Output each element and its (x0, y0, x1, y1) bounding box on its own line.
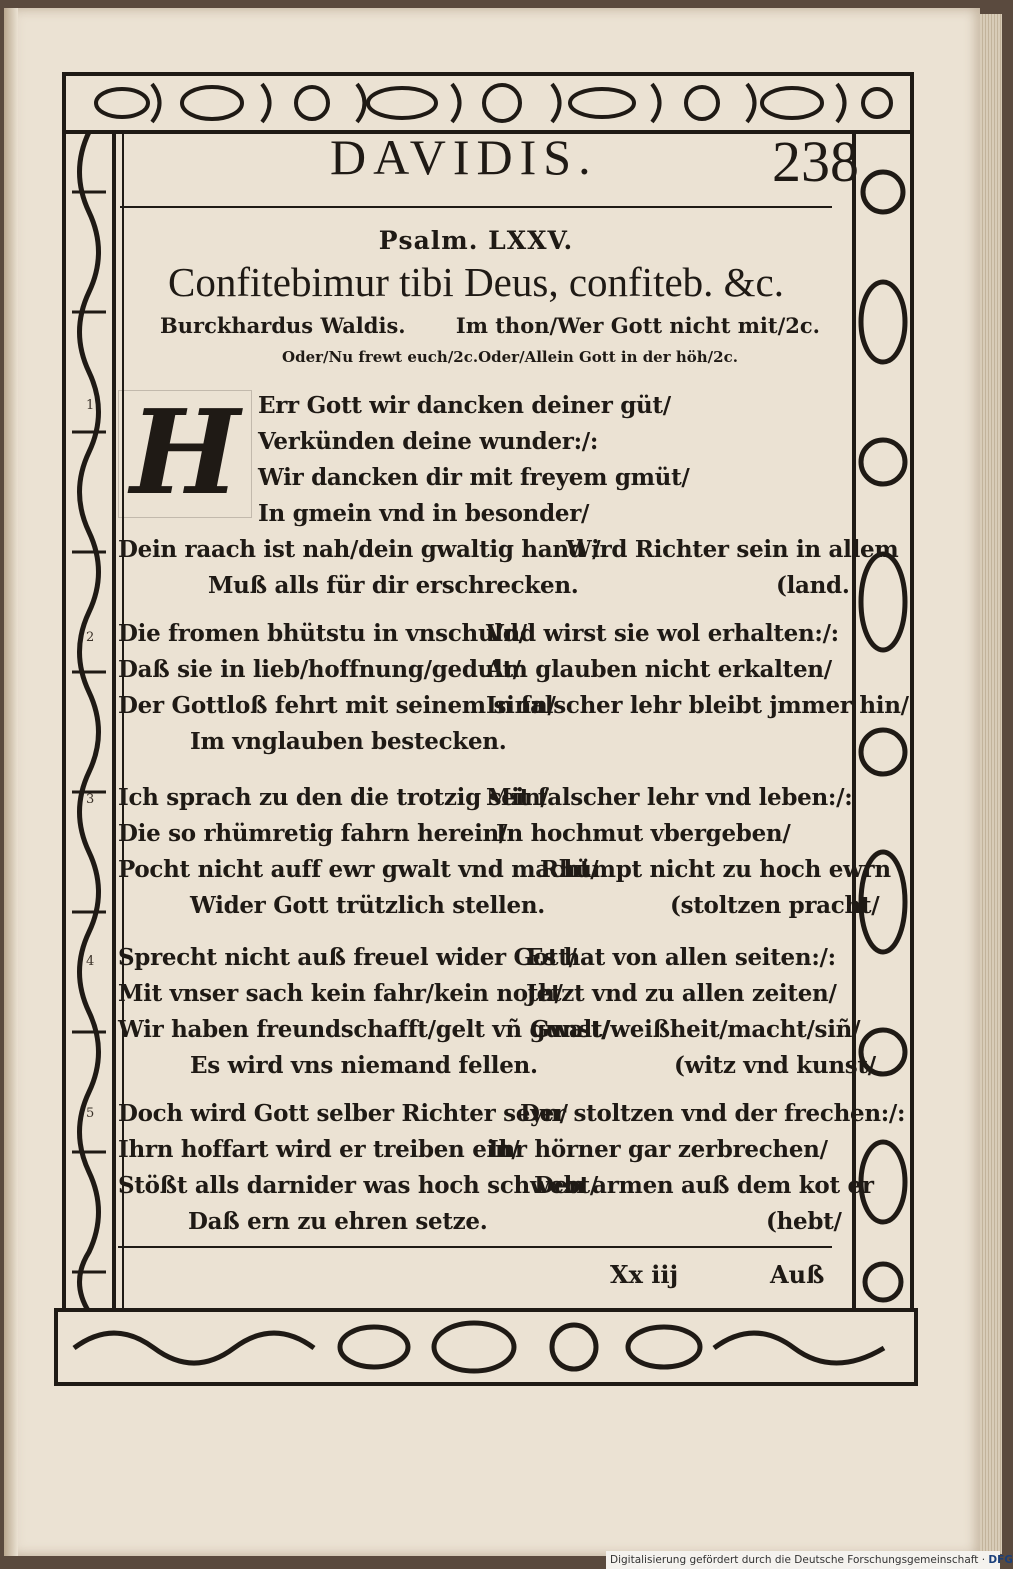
verse-text: Daß ern zu ehren setze. (188, 1208, 488, 1235)
verse-line (118, 572, 850, 608)
verse-line (118, 980, 840, 1016)
author-line (160, 313, 820, 338)
verse-text: Der stoltzen vnd der frechen:/: (520, 1100, 906, 1127)
page-edges (980, 14, 1002, 1554)
footer-rule (118, 1246, 832, 1248)
digitization-text: Digitalisierung gefördert durch die Deutsche Forschungsgemeinschaft · (610, 1554, 986, 1566)
verse-line (118, 428, 840, 464)
verse-line (118, 1208, 840, 1244)
verse-line (118, 536, 899, 572)
verse-line (118, 500, 840, 536)
verse-line (118, 1016, 861, 1052)
verse-line (118, 1172, 874, 1208)
woodcut-border-bottom (54, 1308, 918, 1386)
verse-text: (witz vnd kunst/ (674, 1052, 876, 1079)
verse-text: Mit falscher lehr vnd leben:/: (486, 784, 853, 811)
verse-text: Wir dancken dir mit freyem gmüt/ (258, 464, 690, 491)
page-gutter (4, 8, 18, 1556)
verse-text: In hochmut vbergeben/ (496, 820, 791, 847)
verse-text: Wir haben freundschafft/gelt vñ gunst/ (118, 1016, 610, 1043)
verse-text: Vnd wirst sie wol erhalten:/: (486, 620, 839, 647)
psalm-number: Psalm. LXXV. (378, 226, 574, 255)
verse-text: (stoltzen pracht/ (670, 892, 880, 919)
verse-line (118, 820, 840, 856)
running-head: DAVIDIS. (330, 129, 598, 185)
digitization-notice (606, 1551, 1013, 1569)
verse-3 (118, 784, 891, 928)
verse-line (118, 620, 840, 656)
verse-text: Den armen auß dem kot er (534, 1172, 874, 1199)
verse-text: Es hat von allen seiten:/: (526, 944, 836, 971)
signature-mark: Xx iij (610, 1260, 679, 1289)
verse-line (118, 856, 891, 892)
verse-4 (118, 944, 876, 1088)
verse-number: 1 (86, 398, 95, 413)
verse-text: Wird Richter sein in allem (566, 536, 899, 563)
verse-text: Daß sie in lieb/hoffnung/gedult/ (118, 656, 521, 683)
verse-text: Im vnglauben bestecken. (190, 728, 507, 755)
verse-text: Sprecht nicht auß freuel wider Gott/ (118, 944, 577, 971)
verse-line (118, 784, 853, 820)
verse-text: Dein raach ist nah/dein gwaltig hand / (118, 536, 601, 563)
verse-text: Wider Gott trützlich stellen. (190, 892, 545, 919)
catchword: Auß (770, 1260, 825, 1289)
woodcut-border-left (62, 132, 116, 1312)
verse-number: 5 (86, 1106, 95, 1121)
verse-line (118, 1136, 840, 1172)
verse-text: Ich sprach zu den die trotzig sein/ (118, 784, 549, 811)
verse-text: (hebt/ (766, 1208, 842, 1235)
verse-line (118, 464, 840, 500)
dfg-logo: DFG (988, 1554, 1013, 1566)
verse-line (118, 1052, 876, 1088)
verse-text: Ihr hörner gar zerbrechen/ (488, 1136, 828, 1163)
verse-text: Muß alls für dir erschrecken. (208, 572, 579, 599)
initial-letter: H (130, 385, 240, 521)
verse-text: Stößt alls darnider was hoch schwebt/ (118, 1172, 598, 1199)
verse-line (118, 656, 840, 692)
alternate-tunes: Oder/Nu frewt euch/2c.Oder/Allein Gott in der höh/2c. (282, 348, 738, 366)
verse-text: In falscher lehr bleibt jmmer hin/ (486, 692, 909, 719)
verse-line (118, 728, 840, 764)
verse-line (118, 392, 840, 428)
verse-text: Err Gott wir dancken deiner güt/ (258, 392, 671, 419)
verse-text: Ihrn hoffart wird er treiben ein/ (118, 1136, 520, 1163)
verse-number: 4 (86, 954, 95, 969)
psalm-incipit: Confitebimur tibi Deus, confiteb. &c. (167, 259, 785, 305)
verse-text: Der Gottloß fehrt mit seinem sinn/ (118, 692, 556, 719)
verse-number: 2 (86, 630, 95, 645)
verse-text: Am glauben nicht erkalten/ (486, 656, 832, 683)
verse-5 (118, 1100, 906, 1244)
verse-text: Die so rhümretig fahrn herein/ (118, 820, 508, 847)
woodcut-border-right (852, 132, 914, 1312)
verse-text: Doch wird Gott selber Richter seyn/ (118, 1100, 568, 1127)
verse-text: Pocht nicht auff ewr gwalt vnd macht/ (118, 856, 599, 883)
verse-text: Verkünden deine wunder:/: (258, 428, 599, 455)
verse-text: Rhümpt nicht zu hoch ewrn (540, 856, 891, 883)
folio-number: 238 (772, 129, 859, 194)
header-rule (120, 206, 832, 208)
tune-reference: Im thon/Wer Gott nicht mit/2c. (455, 313, 820, 338)
verse-1 (118, 392, 899, 608)
verse-text: In gmein vnd in besonder/ (258, 500, 590, 527)
verse-text: Gwalt/weißheit/macht/siñ/ (530, 1016, 861, 1043)
verse-text: Es wird vns niemand fellen. (190, 1052, 538, 1079)
verse-line (118, 892, 880, 928)
woodcut-border-top (62, 72, 914, 134)
verse-2 (118, 620, 909, 764)
verse-text: Jetzt vnd zu allen zeiten/ (526, 980, 837, 1007)
verse-number: 3 (86, 792, 95, 807)
verse-text: Mit vnser sach kein fahr/kein noth/ (118, 980, 563, 1007)
verse-line (118, 1100, 906, 1136)
verse-line (118, 692, 909, 728)
verse-text: Die fromen bhütstu in vnschuld/ (118, 620, 527, 647)
verse-text: (land. (776, 572, 850, 599)
verse-line (118, 944, 840, 980)
author-name: Burckhardus Waldis. (160, 313, 406, 338)
